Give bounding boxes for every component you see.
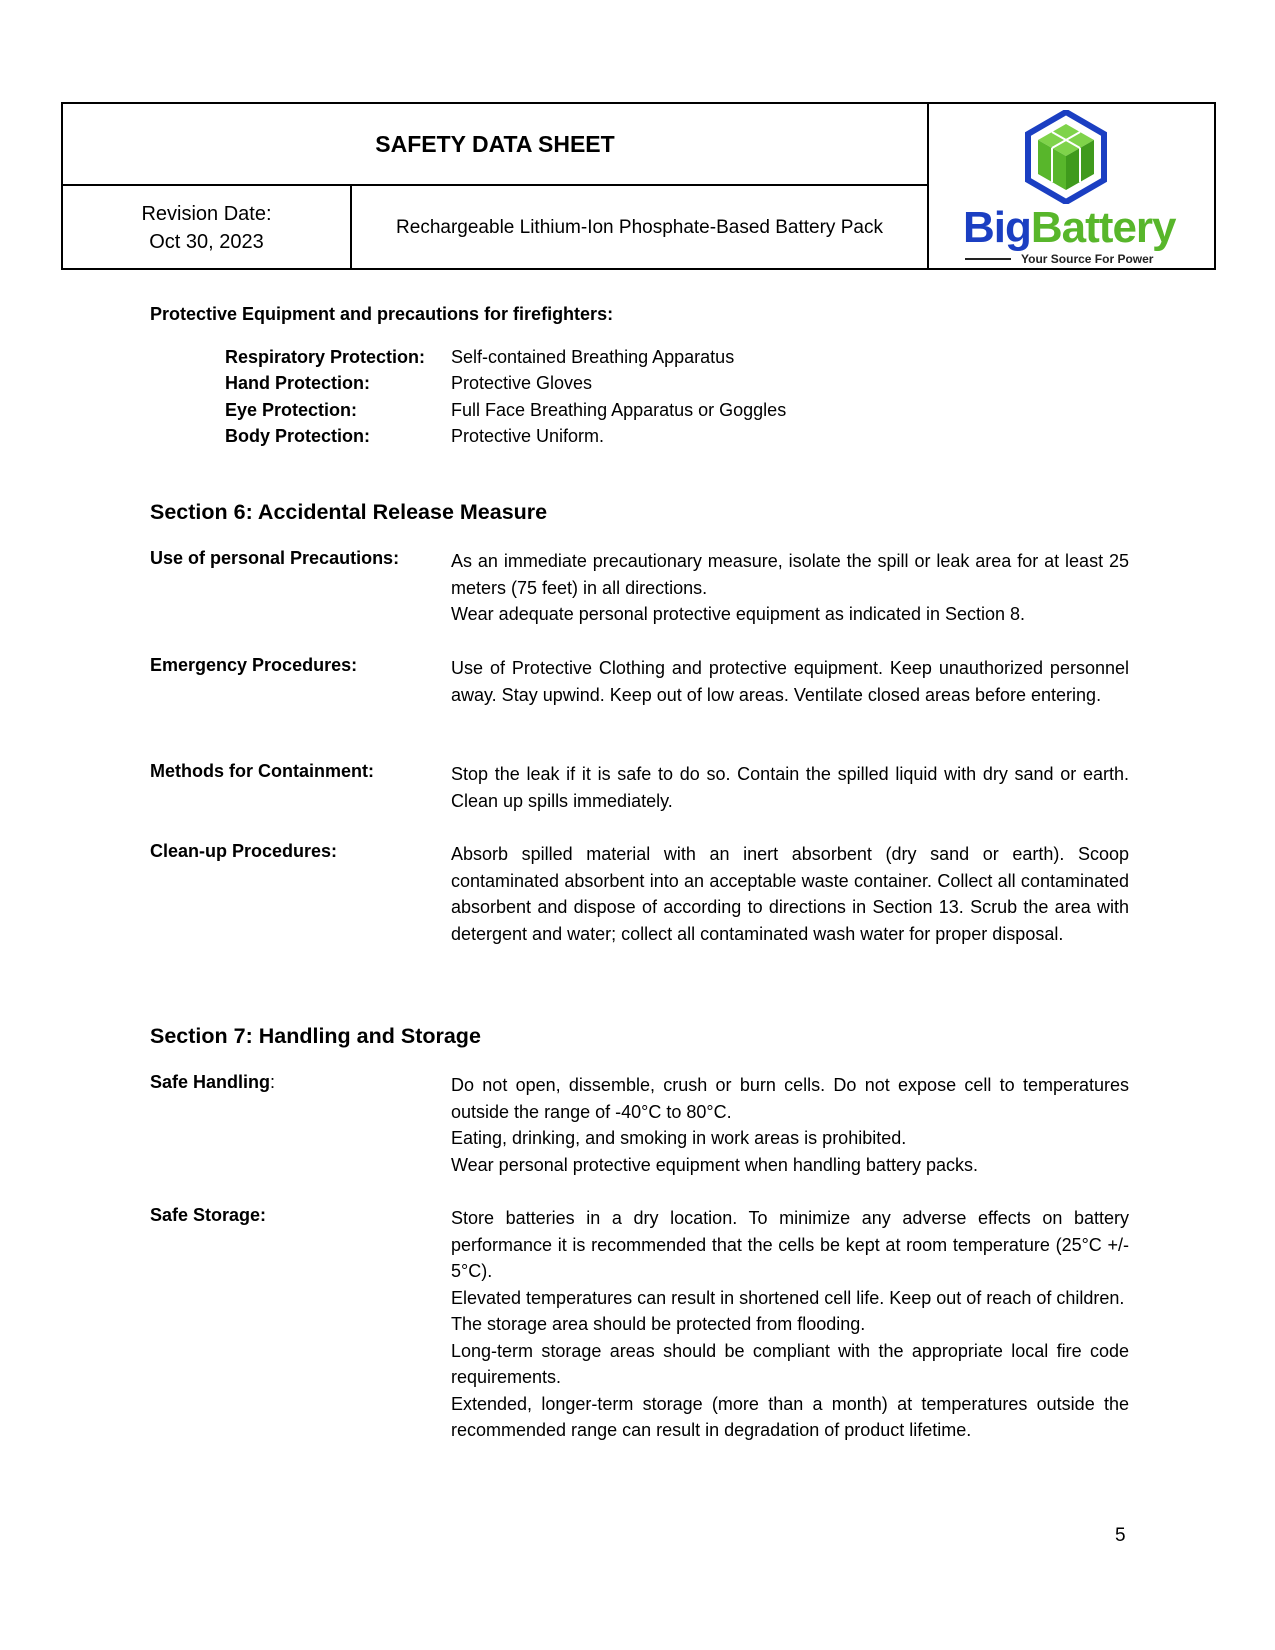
section-6-label: Emergency Procedures: [150,655,358,675]
section-6-text [451,548,1129,628]
tagline-text: Your Source For Power [1021,252,1154,266]
ppe-label: Hand Protection: [225,373,371,393]
paragraph-line: The storage area should be protected from flooding. [451,1314,866,1334]
label-text: Safe Handling [150,1072,271,1092]
revision-label: Revision Date: [141,203,272,225]
company-logo [929,104,1214,268]
logo-tagline [965,252,1153,266]
label-suffix: : [270,1072,276,1092]
revision-cell [63,186,352,270]
section-6-text [451,655,1129,708]
page-number: 5 [1115,1525,1126,1546]
section-7-text [451,1072,1129,1178]
product-name: Rechargeable Lithium-Ion Phosphate-Based Battery Pack [352,186,929,270]
ppe-value: Self-contained Breathing Apparatus [451,347,735,367]
logo-wordmark [963,204,1176,252]
section-6-text [451,841,1129,947]
document-title: SAFETY DATA SHEET [63,104,929,186]
tagline-rule [965,258,1011,260]
paragraph-line: Eating, drinking, and smoking in work areas is prohibited. [451,1128,907,1148]
section-7-title: Section 7: Handling and Storage [150,1024,481,1048]
paragraph-line: Do not open, dissemble, crush or burn cells. Do not expose cell to temperatures outside the range of -40°C to 80°C. [451,1075,1129,1122]
paragraph-line: Store batteries in a dry location. To minimize any adverse effects on battery performance it is recommended that the cells be kept at room temperature (25°C +/- 5°C). [451,1208,1129,1281]
ppe-value: Protective Gloves [451,373,593,393]
section-7-label [150,1072,275,1093]
section-6-title: Section 6: Accidental Release Measure [150,500,548,524]
section-7-label: Safe Storage: [150,1205,267,1225]
ppe-label: Body Protection: [225,426,371,446]
ppe-value: Full Face Breathing Apparatus or Goggles [451,400,787,420]
document-header [61,102,1216,270]
paragraph-line: Absorb spilled material with an inert absorbent (dry sand or earth). Scoop contaminated absorbent into an acceptable waste container. Collect all contaminated absorbent and dispose of according to directions in Section 13. Scrub the area with detergent and water; collect all contaminated wash water for proper disposal. [451,844,1129,944]
firefighter-heading: Protective Equipment and precautions for firefighters: [150,304,614,324]
battery-cube-logo-icon [1024,110,1108,204]
paragraph-line: Stop the leak if it is safe to do so. Contain the spilled liquid with dry sand or earth. Clean up spills immediately. [451,764,1129,811]
paragraph-line: Elevated temperatures can result in shortened cell life. Keep out of reach of children. [451,1287,1125,1308]
ppe-label: Eye Protection: [225,400,358,420]
paragraph-line: Extended, longer-term storage (more than a month) at temperatures outside the recommended range can result in degradation of product lifetime. [451,1393,1129,1440]
ppe-label: Respiratory Protection: [225,347,426,367]
paragraph-line: As an immediate precautionary measure, isolate the spill or leak area for at least 25 meters (75 feet) in all directions. [451,551,1129,598]
revision-date: Oct 30, 2023 [149,231,264,253]
paragraph-line: Use of Protective Clothing and protective equipment. Keep unauthorized personnel away. Stay upwind. Keep out of low areas. Ventilate closed areas before entering. [451,658,1129,705]
logo-word-big: Big [963,203,1031,252]
section-6-label: Use of personal Precautions: [150,548,400,568]
section-7-text [451,1205,1129,1444]
section-6-text [451,761,1129,814]
paragraph-line: Wear adequate personal protective equipment as indicated in Section 8. [451,604,1026,624]
logo-word-battery: Battery [1030,203,1176,252]
paragraph-line: Long-term storage areas should be compliant with the appropriate local fire code requirements. [451,1340,1129,1387]
paragraph-line: Wear personal protective equipment when handling battery packs. [451,1154,978,1175]
section-6-label: Methods for Containment: [150,761,374,781]
section-6-label: Clean-up Procedures: [150,841,338,861]
ppe-value: Protective Uniform. [451,426,605,446]
